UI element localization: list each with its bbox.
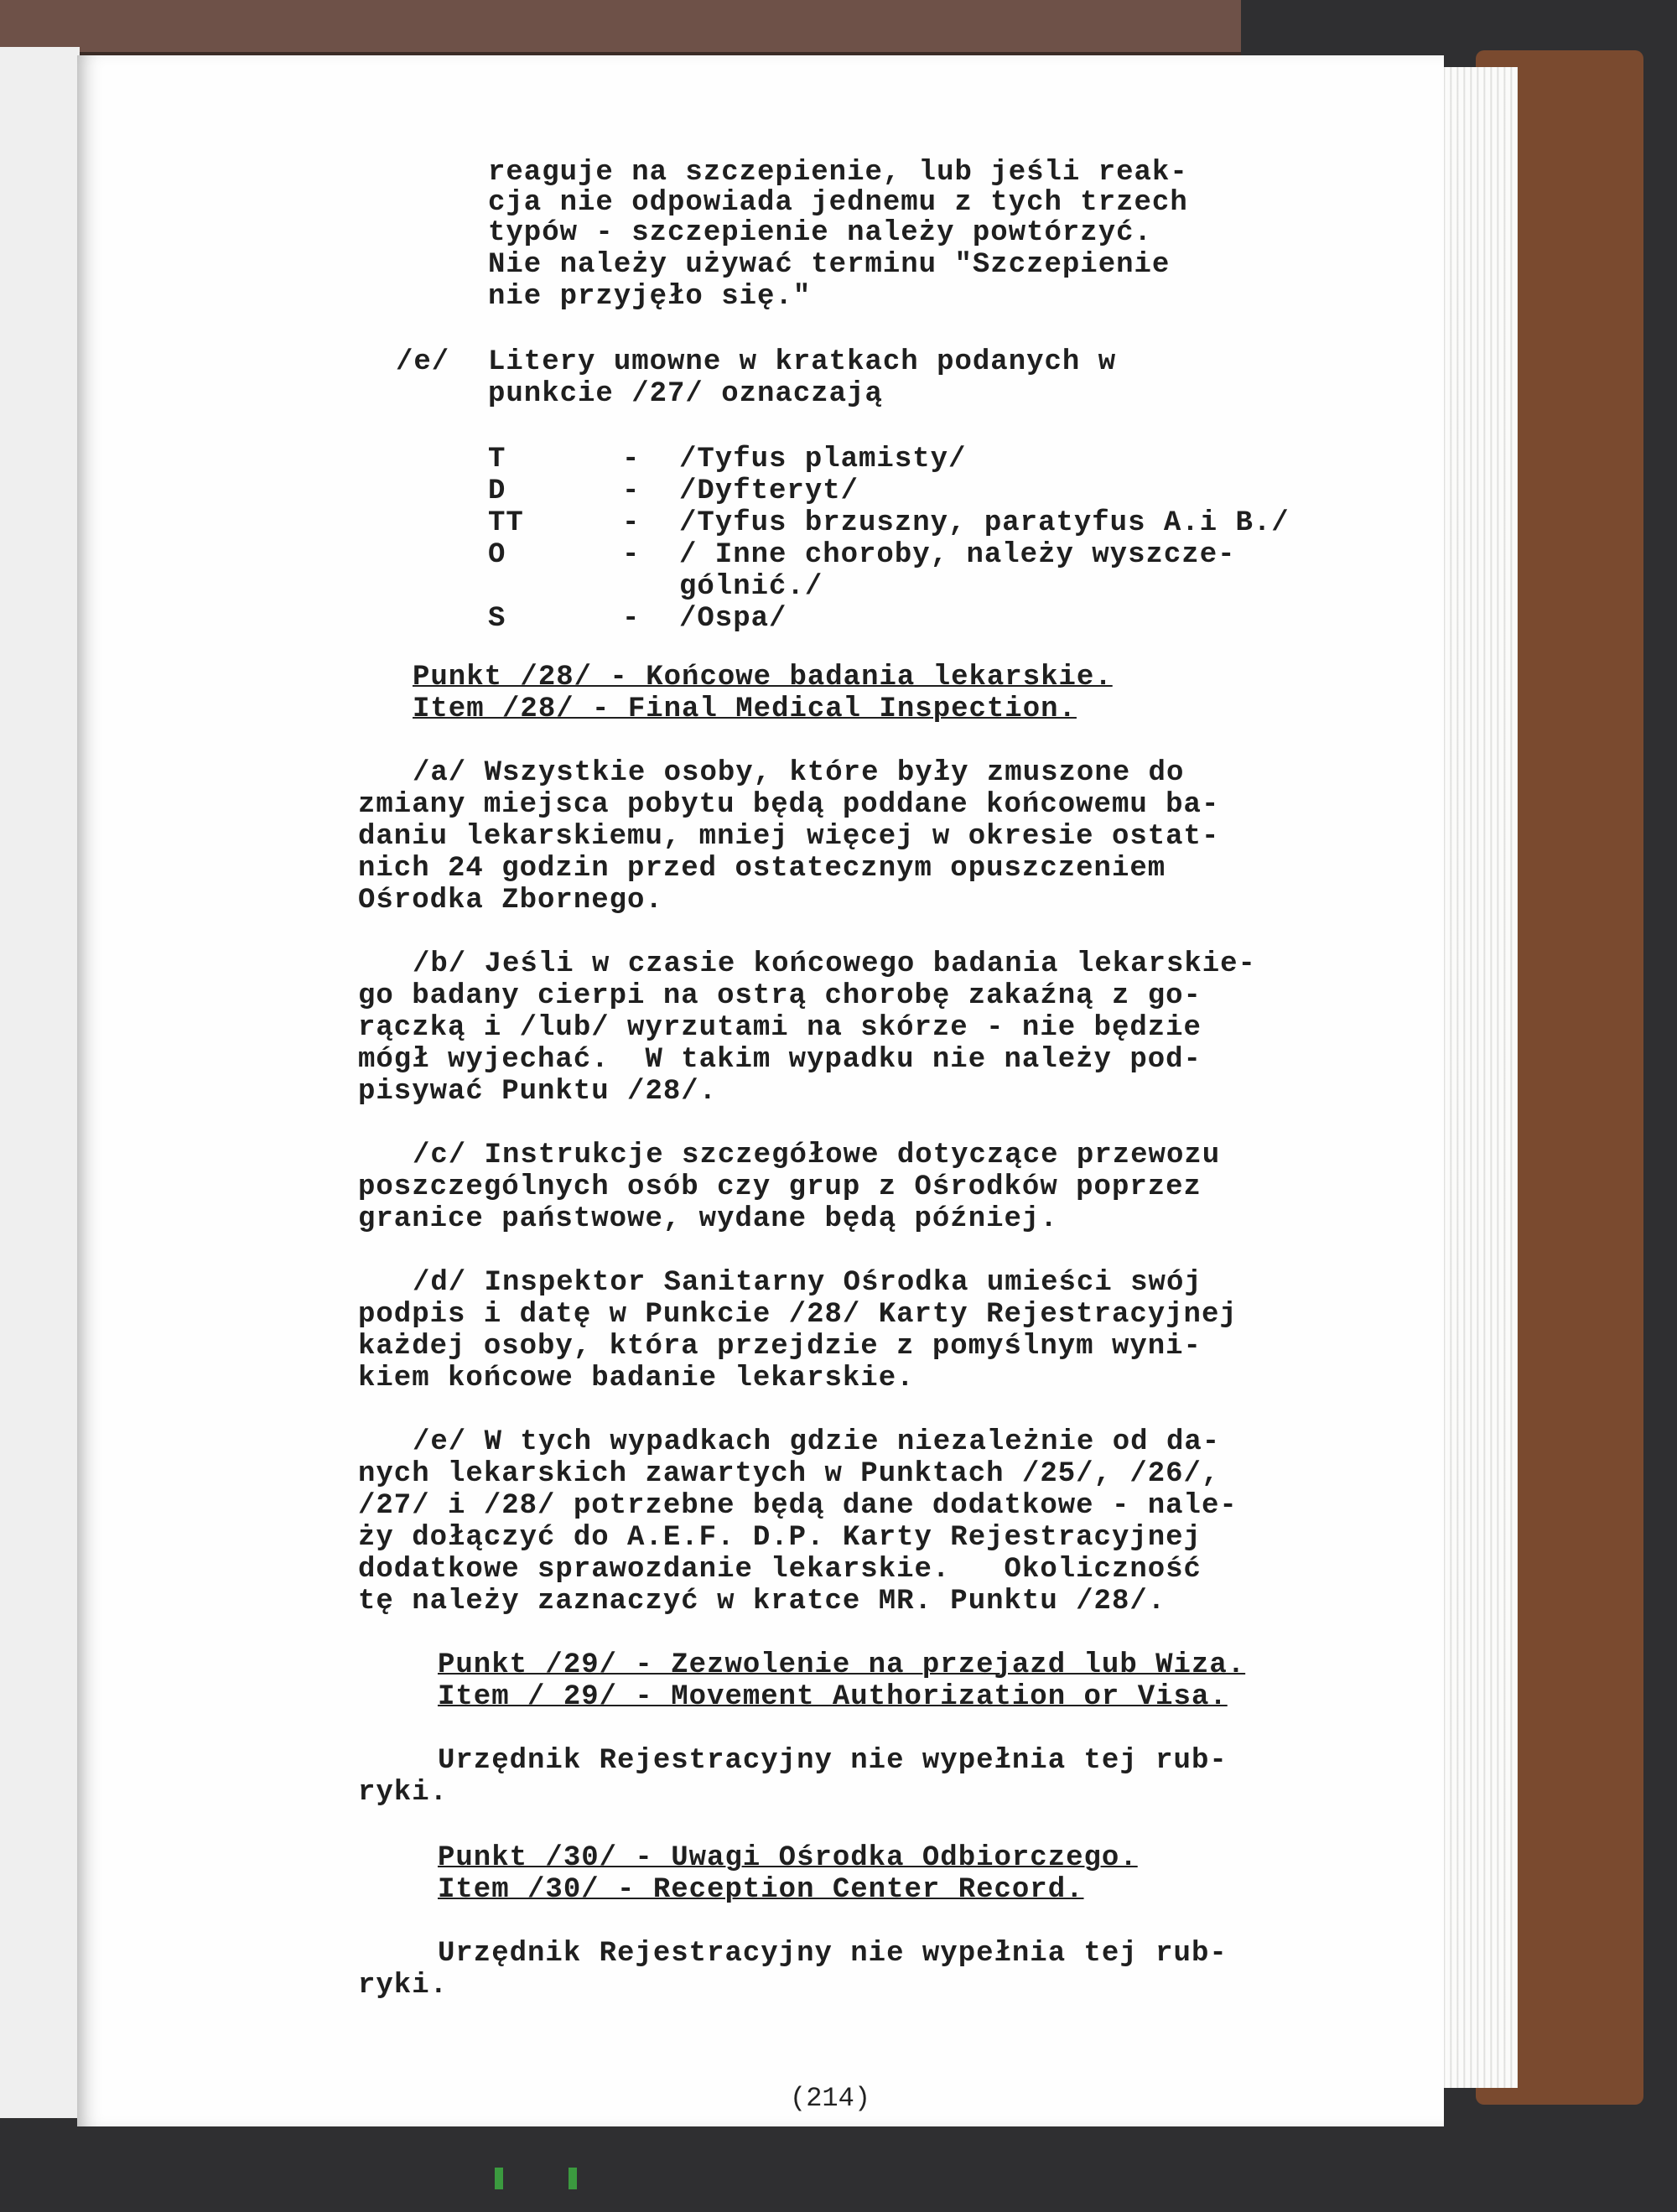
paragraph-b-line: rączką i /lub/ wyrzutami na skórze - nie będzie <box>358 1012 1202 1044</box>
paragraph-e-line: nych lekarskich zawartych w Punktach /25/, /26/, <box>358 1458 1220 1490</box>
text-line: typów - szczepienie należy powtórzyć. <box>488 217 1152 249</box>
paragraph-29-line: Urzędnik Rejestracyjny nie wypełnia tej rub- <box>438 1745 1228 1777</box>
paragraph-d-line: podpis i datę w Punkcie /28/ Karty Rejestracyjnej <box>358 1299 1238 1331</box>
paragraph-e-line: dodatkowe sprawozdanie lekarskie. Okoliczność <box>358 1554 1202 1586</box>
paragraph-e-line: ży dołączyć do A.E.F. D.P. Karty Rejestracyjnej <box>358 1522 1202 1554</box>
paragraph-c-line: /c/ Instrukcje szczegółowe dotyczące przewozu <box>413 1140 1221 1171</box>
paragraph-30-line: ryki. <box>358 1970 449 2002</box>
paragraph-a-line: /a/ Wszystkie osoby, które były zmuszone do <box>413 757 1185 789</box>
paragraph-c-line: granice państwowe, wydane będą później. <box>358 1203 1058 1235</box>
paragraph-b-line: mógł wyjechać. W takim wypadku nie należy pod- <box>358 1044 1202 1076</box>
paragraph-e-line: tę należy zaznaczyć w kratce MR. Punktu /28/. <box>358 1586 1166 1617</box>
code-value: /Tyfus brzuszny, paratyfus A.i B./ <box>679 507 1290 539</box>
paragraph-e-line: /27/ i /28/ potrzebne będą dane dodatkowe - nale- <box>358 1490 1238 1522</box>
code-dash: - <box>622 539 641 571</box>
paragraph-30-line: Urzędnik Rejestracyjny nie wypełnia tej rub- <box>438 1938 1228 1970</box>
paragraph-a-line: daniu lekarskiemu, mniej więcej w okresie ostat- <box>358 821 1220 853</box>
section-heading-30-pl: Punkt /30/ - Uwagi Ośrodka Odbiorczego. <box>438 1842 1138 1874</box>
paragraph-d-line: /d/ Inspektor Sanitarny Ośrodka umieści swój <box>413 1267 1202 1299</box>
code-dash: - <box>622 444 641 475</box>
page-number: (214) <box>790 2083 871 2114</box>
item-label: /e/ <box>396 346 450 378</box>
text-line: Litery umowne w kratkach podanych w <box>488 346 1117 378</box>
code-key: T <box>488 444 506 475</box>
code-value: gólnić./ <box>679 571 823 603</box>
code-value: /Tyfus plamisty/ <box>679 444 967 475</box>
paragraph-b-line: go badany cierpi na ostrą chorobę zakaźną z go- <box>358 980 1202 1012</box>
text-line: Nie należy używać terminu "Szczepienie <box>488 249 1171 281</box>
text-line: punkcie /27/ oznaczają <box>488 378 883 410</box>
section-heading-29-en: Item / 29/ - Movement Authorization or Visa. <box>438 1681 1228 1713</box>
code-key: S <box>488 603 506 635</box>
paragraph-a-line: Ośrodka Zbornego. <box>358 885 663 916</box>
paragraph-b-line: /b/ Jeśli w czasie końcowego badania lekarskie- <box>413 948 1256 980</box>
code-dash: - <box>622 475 641 507</box>
section-heading-28-pl: Punkt /28/ - Końcowe badania lekarskie. <box>413 662 1113 693</box>
paragraph-e-line: /e/ W tych wypadkach gdzie niezależnie od da- <box>413 1426 1221 1458</box>
book-cover-top <box>0 0 1241 57</box>
code-key: TT <box>488 507 524 539</box>
text-line: reaguje na szczepienie, lub jeśli reak- <box>488 157 1188 189</box>
paragraph-c-line: poszczególnych osób czy grup z Ośrodków poprzez <box>358 1171 1202 1203</box>
paragraph-29-line: ryki. <box>358 1777 449 1809</box>
green-tab-mark <box>569 2168 577 2189</box>
section-heading-30-en: Item /30/ - Reception Center Record. <box>438 1874 1084 1906</box>
green-tab-mark <box>495 2168 503 2189</box>
paragraph-d-line: każdej osoby, która przejdzie z pomyślnym wyni- <box>358 1331 1202 1363</box>
section-heading-28-en: Item /28/ - Final Medical Inspection. <box>413 693 1077 725</box>
paragraph-a-line: zmiany miejsca pobytu będą poddane końcowemu ba- <box>358 789 1220 821</box>
document-page <box>77 55 1444 2126</box>
paragraph-d-line: kiem końcowe badanie lekarskie. <box>358 1363 915 1394</box>
facing-page-edge <box>0 47 80 2118</box>
text-line: nie przyjęło się." <box>488 281 812 313</box>
code-value: / Inne choroby, należy wyszcze- <box>679 539 1236 571</box>
code-dash: - <box>622 603 641 635</box>
paragraph-a-line: nich 24 godzin przed ostatecznym opuszczeniem <box>358 853 1166 885</box>
section-heading-29-pl: Punkt /29/ - Zezwolenie na przejazd lub Wiza. <box>438 1649 1246 1681</box>
code-key: D <box>488 475 506 507</box>
code-value: /Dyfteryt/ <box>679 475 859 507</box>
code-dash: - <box>622 507 641 539</box>
paragraph-b-line: pisywać Punktu /28/. <box>358 1076 718 1108</box>
code-value: /Ospa/ <box>679 603 787 635</box>
code-key: O <box>488 539 506 571</box>
text-line: cja nie odpowiada jednemu z tych trzech <box>488 187 1188 219</box>
